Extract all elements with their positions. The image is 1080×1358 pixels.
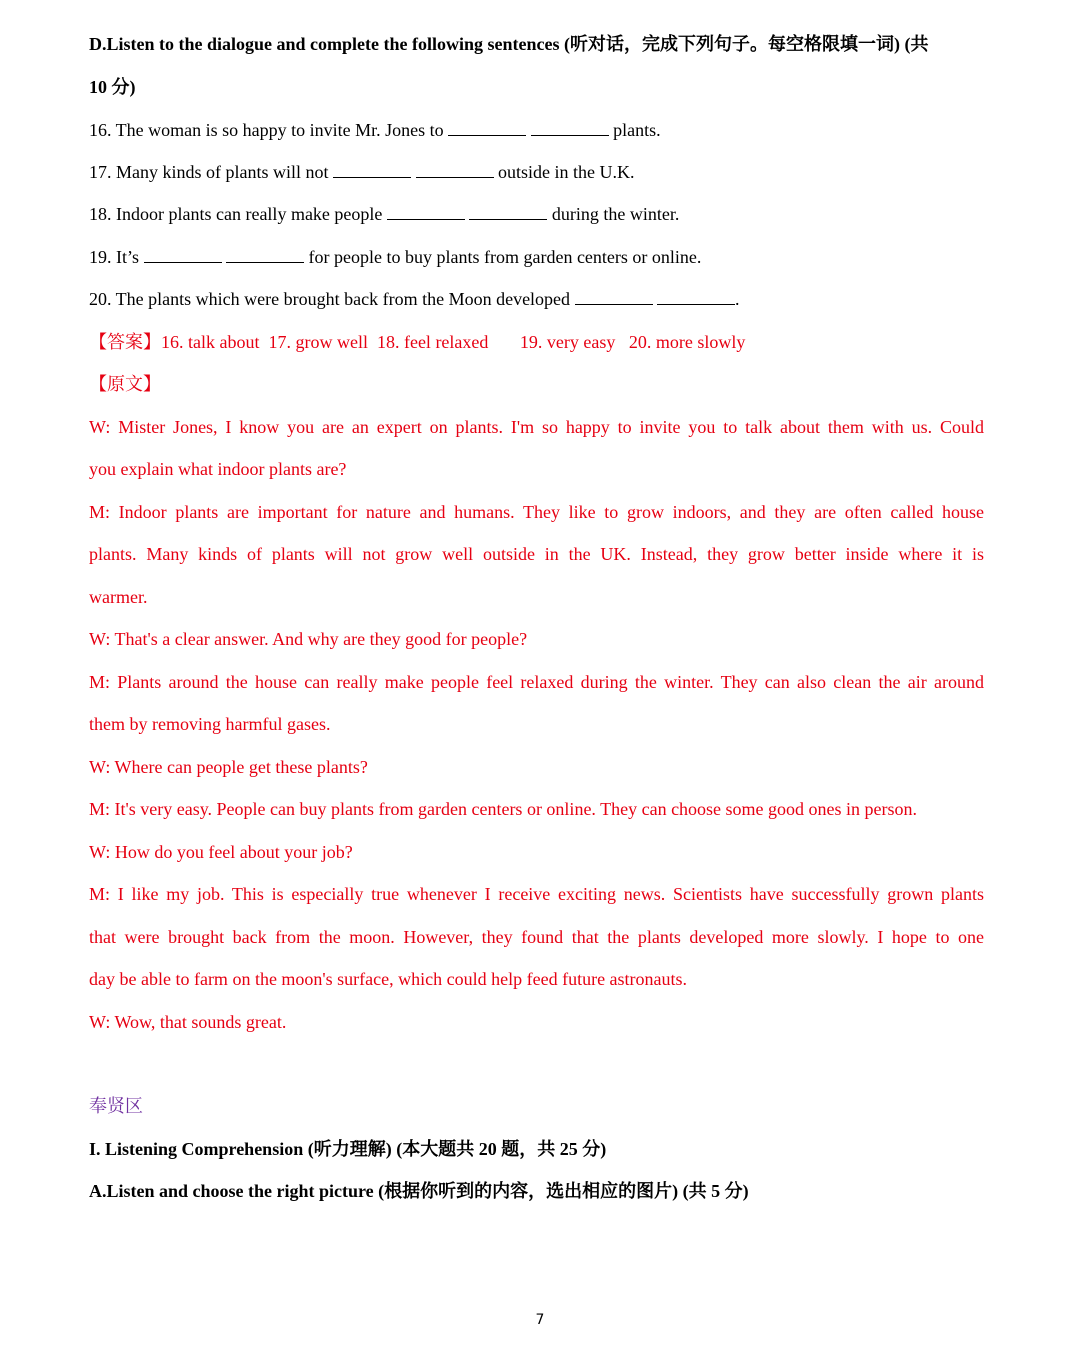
question-text: during the winter. (547, 204, 680, 224)
answer-blank (448, 121, 526, 136)
question-text: . (735, 289, 740, 309)
answer-blank (469, 205, 547, 220)
question-text: 18. Indoor plants can really make people (89, 204, 387, 224)
transcript-line: them by removing harmful gases. (89, 714, 331, 734)
transcript-line: W: How do you feel about your job? (89, 842, 353, 862)
transcript-line: warmer. (89, 587, 148, 607)
question-text: 17. Many kinds of plants will not (89, 162, 333, 182)
answer-blank (333, 163, 411, 178)
answer-blank (387, 205, 465, 220)
part-a-heading: A.Listen and choose the right picture (根据你听到的内容，选出相应的图片) (共 5 分) (89, 1181, 749, 1201)
page-number: 7 (535, 1312, 545, 1328)
transcript-line: W: That's a clear answer. And why are they good for people? (89, 629, 528, 649)
answer-blank (226, 248, 304, 263)
transcript-line: M: Indoor plants are important for nature and humans. They like to grow indoors, and they are often called house (89, 502, 984, 522)
question-17 (89, 160, 984, 184)
question-20 (89, 287, 984, 311)
question-text: 16. The woman is so happy to invite Mr. Jones to (89, 120, 449, 140)
transcript-line: day be able to farm on the moon's surface, which could help feed future astronauts. (89, 969, 688, 989)
transcript-line: W: Wow, that sounds great. (89, 1012, 287, 1032)
transcript-line: W: Where can people get these plants? (89, 757, 368, 777)
question-text: 19. It’s (89, 247, 144, 267)
transcript-line: that were brought back from the moon. However, they found that the plants developed more slowly. I hope to one (89, 927, 984, 947)
answer-blank (575, 290, 653, 305)
question-text: outside in the U.K. (493, 162, 635, 182)
answer-blank (416, 163, 494, 178)
transcript-line: M: I like my job. This is especially true whenever I receive exciting news. Scientists have successfully grown plants (89, 884, 984, 904)
section-d-heading: D.Listen to the dialogue and complete the following sentences (听对话，完成下列句子。每空格限填一词) (共 (89, 34, 929, 54)
transcript-line: W: Mister Jones, I know you are an expert on plants. I'm so happy to invite you to talk about them with us. Could (89, 417, 984, 437)
question-text: plants. (608, 120, 661, 140)
question-19 (89, 245, 984, 269)
transcript-line: you explain what indoor plants are? (89, 459, 347, 479)
question-text: for people to buy plants from garden centers or online. (304, 247, 702, 267)
answer-blank (531, 121, 609, 136)
section-d-heading-score: 10 分) (89, 77, 136, 97)
part-1-heading: I. Listening Comprehension (听力理解) (本大题共 20 题，共 25 分) (89, 1139, 607, 1159)
transcript-line: plants. Many kinds of plants will not grow well outside in the UK. Instead, they grow better inside where it is (89, 544, 984, 564)
transcript-label: 【原文】 (89, 374, 161, 394)
answer-blank (144, 248, 222, 263)
answer-blank (657, 290, 735, 305)
district-label: 奉贤区 (89, 1096, 143, 1116)
transcript-line: M: Plants around the house can really make people feel relaxed during the winter. They can also clean the air around (89, 672, 984, 692)
answer-key: 【答案】16. talk about 17. grow well 18. feel relaxed 19. very easy 20. more slowly (89, 332, 746, 352)
question-text: 20. The plants which were brought back from the Moon developed (89, 289, 575, 309)
question-16 (89, 118, 984, 142)
transcript-line: M: It's very easy. People can buy plants from garden centers or online. They can choose some good ones in person. (89, 799, 918, 819)
question-18 (89, 202, 984, 226)
